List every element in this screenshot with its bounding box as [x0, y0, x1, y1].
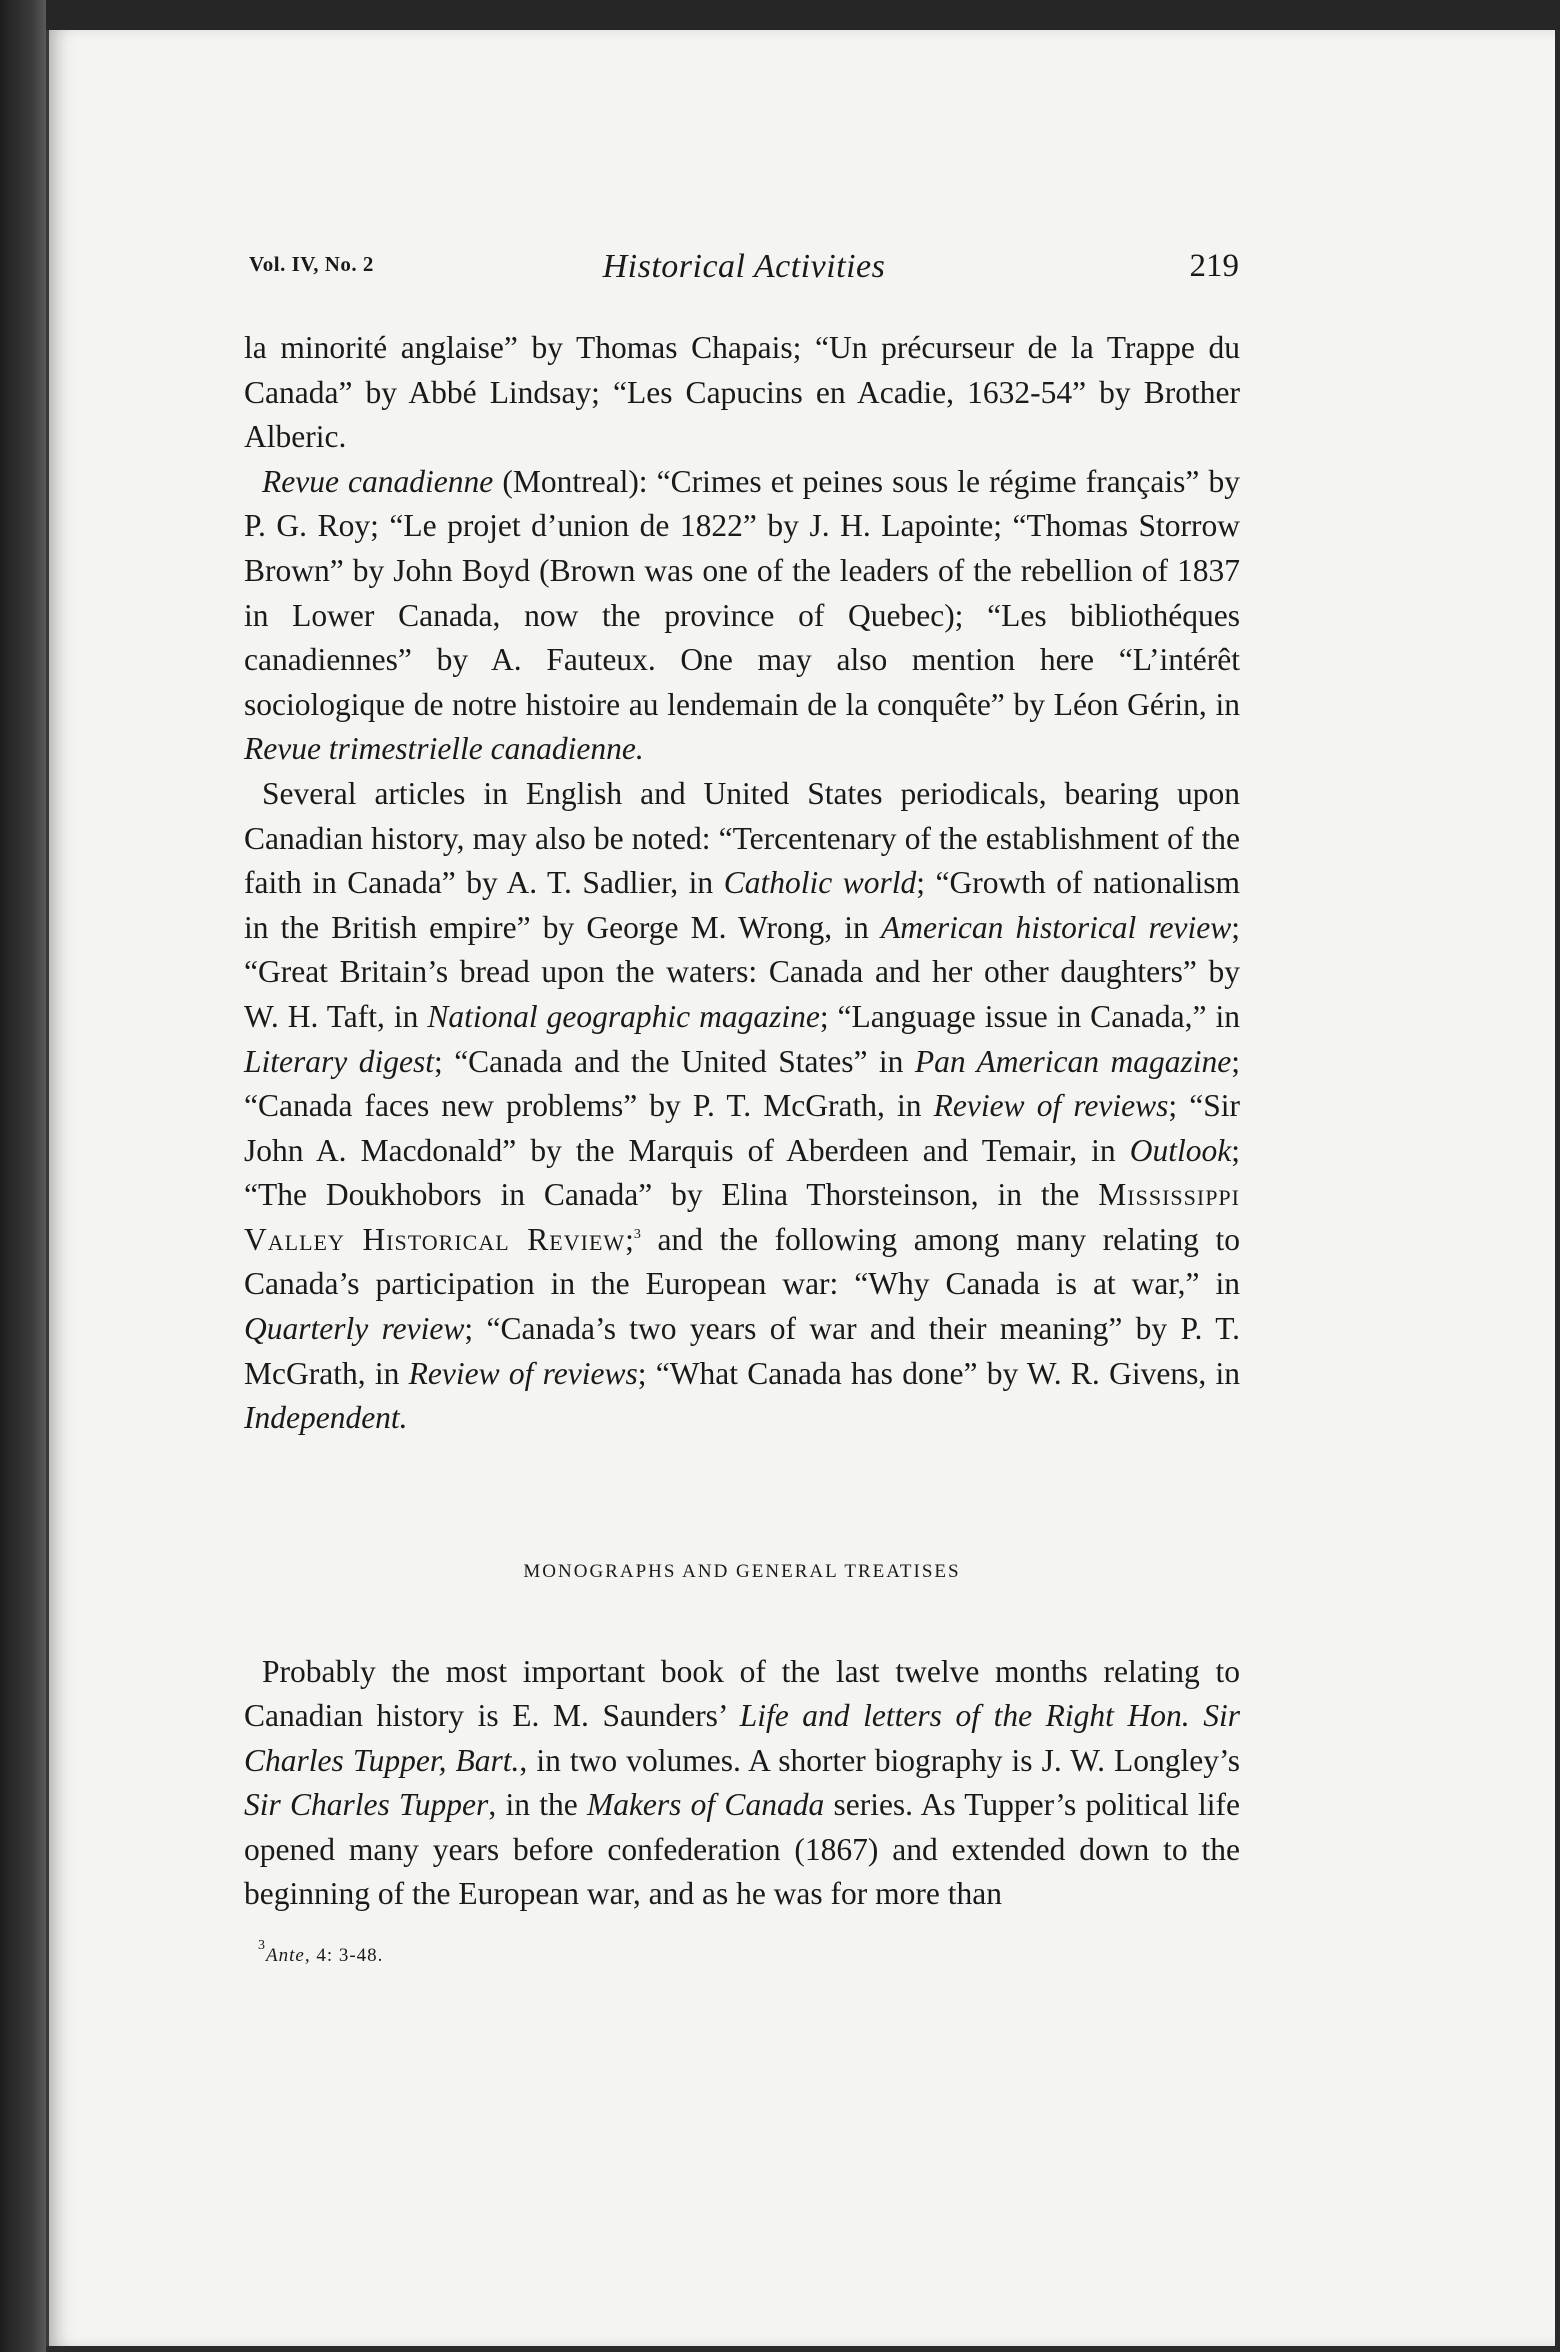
series-title: Makers of Canada	[586, 1787, 825, 1823]
text-run: ; “Sir John A. Macdonald” by the Marquis of Aberdeen and Temair, in	[244, 1088, 1240, 1168]
footnote-number: 3	[258, 1938, 266, 1953]
periodical-title: Review of reviews	[933, 1088, 1169, 1124]
paragraph-2	[244, 460, 1240, 772]
text-run: Probably the most important book of the last twelve months relating to Canadian history is E. M. Saunders’	[244, 1653, 1240, 1734]
paragraph-1-text: la minorité anglaise” by Thomas Chapais; “Un précurseur de la Trappe du Canada” by Abbé Lindsay; “Les Capucins en Acadie, 1632-54” by Brother Alberic.	[244, 330, 1240, 455]
text-run: , in two volumes. A shorter biography is J. W. Longley’s	[519, 1742, 1240, 1778]
paragraph-4	[244, 1650, 1240, 1918]
running-header	[249, 248, 1239, 288]
footnote	[258, 1938, 384, 1967]
text-run: ; “Growth of nationalism in the British empire” by George M. Wrong, in	[244, 865, 1240, 945]
book-title: Sir Charles Tupper	[244, 1787, 489, 1823]
text-run: and the following among many relating to Canada’s participation in the European war: “Why Canada is at war,” in	[244, 1221, 1240, 1302]
journal-name-smallcaps: Mississippi Valley Historical Review	[244, 1177, 1240, 1257]
page-number: 219	[1189, 248, 1239, 284]
periodical-title: Pan American magazine	[914, 1043, 1232, 1079]
periodical-title: Literary digest	[244, 1043, 434, 1079]
text-run: ;	[625, 1221, 634, 1257]
text-run: ; “Great Britain’s bread upon the waters: Canada and her other daughters” by W. H. Taft, in	[244, 909, 1241, 1034]
periodical-title: Catholic world	[723, 865, 917, 901]
text-run: ; “What Canada has done” by W. R. Givens, in	[637, 1355, 1240, 1391]
paragraph-1	[244, 326, 1240, 460]
periodical-title: American historical review	[880, 909, 1232, 945]
periodical-title: National geographic magazine	[427, 998, 820, 1034]
text-run: Several articles in English and United States periodicals, bearing upon Canadian history, may also be noted: “Tercentenary of the establishment of the faith in Canada” by A. T. Sadlier, in	[244, 775, 1240, 901]
periodical-title: Outlook	[1129, 1132, 1232, 1168]
volume-label: Vol. IV, No. 2	[249, 252, 374, 276]
periodical-title: Quarterly review	[244, 1311, 465, 1347]
periodical-title: Revue trimestrielle canadienne.	[244, 731, 644, 767]
footnote-ref: 4: 3-48.	[310, 1945, 384, 1966]
footnote-reference: 3	[633, 1226, 641, 1242]
paragraph-3	[244, 772, 1240, 1441]
periodical-title: Revue canadienne	[262, 463, 494, 499]
section-body-text	[244, 1618, 1240, 1949]
periodical-title: Review of reviews	[408, 1355, 638, 1391]
book-title: Life and letters of the Right Hon. Sir Charles Tupper, Bart.	[244, 1698, 1240, 1778]
body-text	[244, 326, 1240, 1441]
text-run: ; “Canada’s two years of war and their meaning” by P. T. McGrath, in	[244, 1311, 1240, 1391]
section-heading: MONOGRAPHS AND GENERAL TREATISES	[523, 1561, 961, 1582]
periodical-title: Independent.	[244, 1400, 408, 1436]
book-binding-edge	[0, 0, 46, 2352]
text-run: ; “The Doukhobors in Canada” by Elina Thorsteinson, in the	[244, 1132, 1240, 1213]
footnote-source: Ante,	[266, 1945, 311, 1966]
text-run: ; “Canada faces new problems” by P. T. McGrath, in	[244, 1043, 1240, 1124]
paragraph-2-text: (Montreal): “Crimes et peines sous le régime français” by P. G. Roy; “Le projet d’union de 1822” by J. H. Lapointe; “Thomas Storrow Brown” by John Boyd (Brown was one of the leaders of the rebellion of 1837 in Lower Canada, now the province of Quebec); “Les bibliothéques canadiennes” by A. Fauteux. One may also mention here “L’intérêt sociologique de notre histoire au lendemain de la conquête” by Léon Gérin, in	[244, 463, 1240, 722]
text-run: ; “Canada and the United States” in	[433, 1043, 915, 1079]
text-run: series. As Tupper’s political life opened many years before confederation (1867) and extended down to the beginning of the European war, and as he was for more than	[244, 1787, 1241, 1912]
running-title: Historical Activities	[602, 248, 886, 285]
scan-top-edge	[46, 0, 1560, 30]
text-run: , in the	[488, 1787, 587, 1823]
text-run: ; “Language issue in Canada,” in	[819, 998, 1240, 1034]
